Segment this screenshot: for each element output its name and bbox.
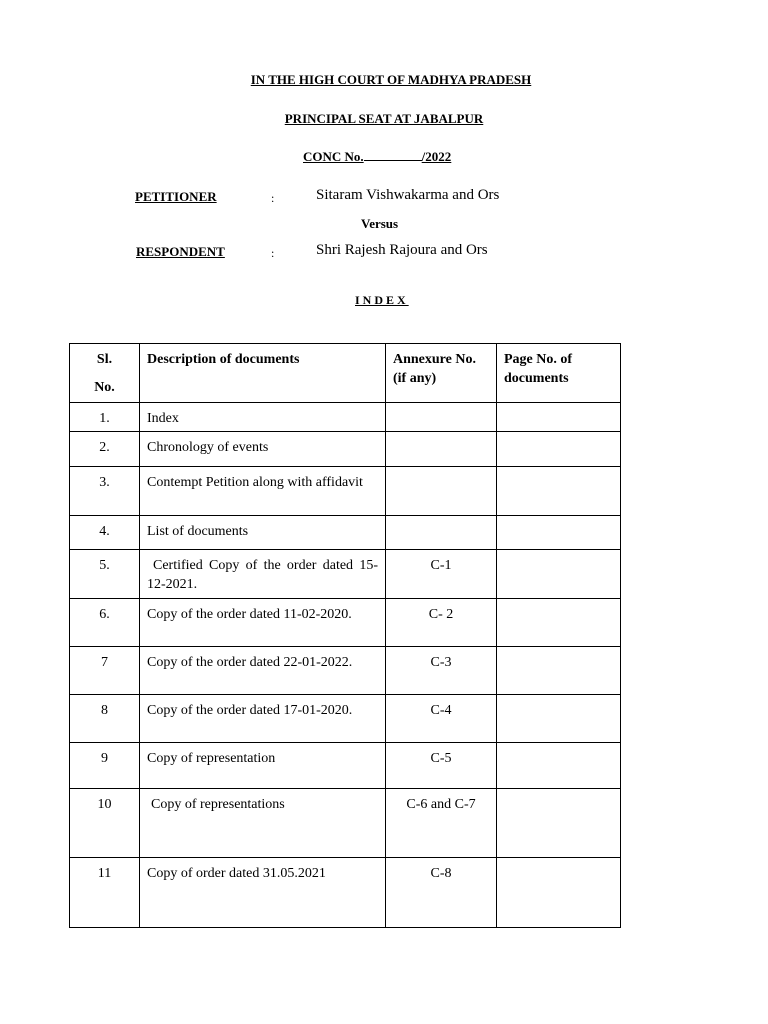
- header-page-no: Page No. of documents: [497, 344, 621, 403]
- case-number-blank: [364, 160, 422, 161]
- table-row: [70, 789, 621, 858]
- header-sl-line2: No.: [94, 380, 115, 395]
- cell-sl: 6.: [70, 599, 140, 647]
- cell-page: [497, 695, 621, 743]
- cell-sl: 5.: [70, 550, 140, 599]
- cell-sl: 4.: [70, 516, 140, 550]
- cell-annexure: C-4: [386, 695, 497, 743]
- cell-description: List of documents: [140, 516, 386, 550]
- cell-description: Contempt Petition along with affidavit: [140, 467, 386, 516]
- table-row: [70, 647, 621, 695]
- table-row: [70, 467, 621, 516]
- cell-sl: 10: [70, 789, 140, 858]
- cell-page: [497, 858, 621, 928]
- court-title: IN THE HIGH COURT OF MADHYA PRADESH: [250, 72, 532, 87]
- table-row: [70, 695, 621, 743]
- cell-annexure: [386, 432, 497, 467]
- case-number: [303, 149, 451, 165]
- cell-annexure: C-1: [386, 550, 497, 599]
- cell-description: Copy of representations: [140, 789, 386, 858]
- table-row: [70, 599, 621, 647]
- cell-page: [497, 647, 621, 695]
- index-title: INDEX: [355, 293, 409, 307]
- cell-description: Copy of order dated 31.05.2021: [140, 858, 386, 928]
- cell-page: [497, 516, 621, 550]
- cell-sl: 7: [70, 647, 140, 695]
- cell-description: Copy of the order dated 22-01-2022.: [140, 647, 386, 695]
- petitioner-label: PETITIONER: [135, 189, 217, 204]
- cell-sl: 9: [70, 743, 140, 789]
- petitioner-colon: :: [271, 191, 275, 205]
- respondent-label: RESPONDENT: [136, 244, 225, 259]
- respondent-colon: :: [271, 246, 275, 260]
- cell-description: Copy of the order dated 17-01-2020.: [140, 695, 386, 743]
- table-row: [70, 743, 621, 789]
- cell-annexure: [386, 516, 497, 550]
- cell-sl: 8: [70, 695, 140, 743]
- cell-description: Chronology of events: [140, 432, 386, 467]
- cell-page: [497, 550, 621, 599]
- header-sl-no: [70, 344, 140, 403]
- header-description: Description of documents: [140, 344, 386, 403]
- table-row: [70, 432, 621, 467]
- case-number-prefix: CONC No.: [303, 149, 364, 164]
- cell-page: [497, 403, 621, 432]
- versus-label: Versus: [361, 216, 399, 231]
- table-row: [70, 516, 621, 550]
- header-annexure: Annexure No.(if any): [386, 344, 497, 403]
- cell-sl: 1.: [70, 403, 140, 432]
- cell-annexure: C-8: [386, 858, 497, 928]
- seat-title: PRINCIPAL SEAT AT JABALPUR: [284, 111, 484, 126]
- cell-annexure: C-6 and C-7: [386, 789, 497, 858]
- cell-description: Copy of representation: [140, 743, 386, 789]
- cell-annexure: C-5: [386, 743, 497, 789]
- cell-annexure: [386, 403, 497, 432]
- cell-description: Copy of the order dated 11-02-2020.: [140, 599, 386, 647]
- respondent-name: Shri Rajesh Rajoura and Ors: [316, 242, 488, 258]
- table-header-row: [70, 344, 621, 403]
- cell-page: [497, 789, 621, 858]
- table-row: [70, 403, 621, 432]
- header-sl-line1: Sl.: [96, 352, 113, 367]
- cell-annexure: C- 2: [386, 599, 497, 647]
- cell-page: [497, 467, 621, 516]
- cell-sl: 2.: [70, 432, 140, 467]
- cell-sl: 11: [70, 858, 140, 928]
- cell-description: Certified Copy of the order dated 15-12-2021.: [140, 550, 386, 599]
- cell-sl: 3.: [70, 467, 140, 516]
- table-row: [70, 550, 621, 599]
- cell-description: Index: [140, 403, 386, 432]
- cell-annexure: [386, 467, 497, 516]
- case-number-suffix: /2022: [421, 149, 452, 164]
- index-table: [69, 343, 621, 928]
- cell-page: [497, 743, 621, 789]
- petitioner-name: Sitaram Vishwakarma and Ors: [316, 187, 500, 203]
- cell-page: [497, 432, 621, 467]
- cell-page: [497, 599, 621, 647]
- table-row: [70, 858, 621, 928]
- cell-annexure: C-3: [386, 647, 497, 695]
